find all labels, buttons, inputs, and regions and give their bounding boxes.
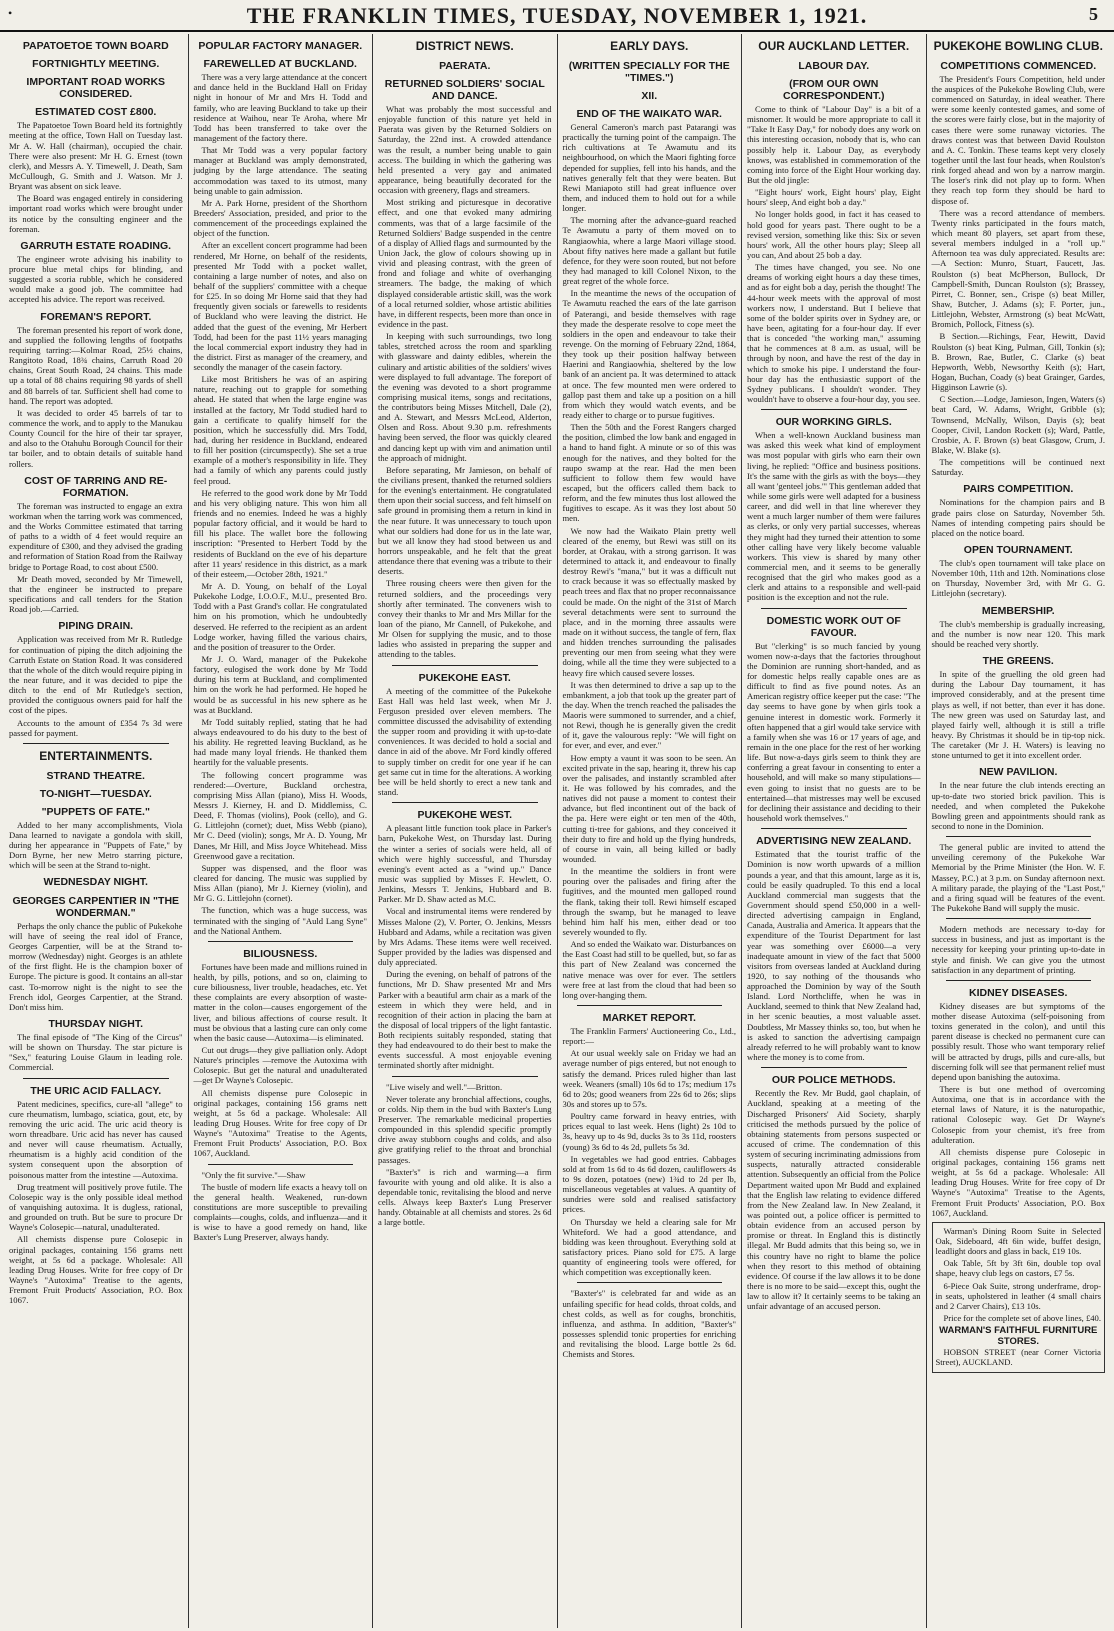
article-paragraph: In spite of the gruelling the old green had during the Labour Day tournament, it has improved considerably, and at the present time plays as well, if not better, than ever it has done. The new green was used on Saturday last, and played fairly well, although it is still a trifle heavy. By Christmas it should be in tip-top nick. The caretaker (Mr J. H. Waters) is leaving no stone unturned to get it into excellent order. [931, 669, 1105, 761]
corner-mark: • [8, 6, 13, 20]
article-paragraph: The club's open tournament will take place on November 10th, 11th and 12th. Nominations close on Thursday, November 3rd, with Mr G. G. Littlejohn (secretary). [931, 558, 1105, 599]
column-divider [208, 1164, 354, 1165]
headline: OUR AUCKLAND LETTER. [758, 39, 910, 53]
ad-line: 6-Piece Oak Suite, strong underframe, drop-in seats, upholstered in leather (4 small chairs and 2 Carver Chairs), £13 10s. [935, 1280, 1101, 1311]
article-paragraph: There was a very large attendance at the concert and dance held in the Buckland Hall on Friday night in honour of Mr and Mrs H. Todd and family, who are leaving Buckland to take up their residence at Waihou, near Te Aroha, where Mr Todd has been transferred to take over the management of the factory there. [193, 72, 367, 143]
article-paragraph: "Baxter's" is rich and warming—a firm favourite with young and old alike. It is also a dependable tonic, revitalising the blood and nerve cells. Always keep Baxter's Lung Preserver handy. Obtainable at all chemists and stores. 2s 6d a large bottle. [378, 1166, 552, 1228]
headline: ADVERTISING NEW ZEALAND. [756, 835, 912, 848]
headline: STRAND THEATRE. [46, 769, 145, 782]
headline: NEW PAVILION. [979, 766, 1058, 779]
headline: FOREMAN'S REPORT. [40, 310, 152, 323]
article-paragraph: The Board was engaged entirely in considering important road works which were brought under its notice by the consulting engineer and the foreman. [9, 193, 183, 234]
article-paragraph: The final episode of "The King of the Circus" will be shown on Thursday. The star picture is "Sex," featuring Louise Glaum in leading role. Commercial. [9, 1032, 183, 1073]
headline: PUKEKOHE WEST. [417, 809, 512, 822]
headline: IMPORTANT ROAD WORKS CONSIDERED. [26, 76, 166, 101]
article-paragraph: The club's membership is gradually increasing, and the number is now near 120. This mark should be reached very shortly. [931, 618, 1105, 649]
ad-line: HOBSON STREET (near Corner Victoria Street), AUCKLAND. [935, 1347, 1101, 1368]
headline: POPULAR FACTORY MANAGER. [198, 40, 363, 52]
article-paragraph: Mr Todd suitably replied, stating that he had always endeavoured to do his duty to the best of his ability. He regretted leaving Buckland, as he had made many loyal friends. He thanked them heartily for the valuable presents. [193, 716, 367, 768]
headline: PAERATA. [439, 59, 491, 72]
article-paragraph: Never tolerate any bronchial affections, coughs, or colds. Nip them in the bud with Baxter's Lung Preserver. The remarkable medicinal properties compounded in this splendid specific promptly drive away stubborn coughs and colds, and also give gratifying relief to the throat and bronchial passages. [378, 1093, 552, 1165]
headline: DOMESTIC WORK OUT OF FAVOUR. [766, 614, 901, 639]
article-paragraph: C Section.—Lodge, Jamieson, Ingen, Waters (s) beat Card, W. Adams, Wright, Gribble (s); Townsend, McNally, Wilson, Dayis (s); beat Cooper, Civil, Landon Rockett (s); Ward, Pattle, Crosbie, A. F. Brown (s) beat Glasgow, Crum, J. Blake, W. Blake (s). [931, 394, 1106, 455]
column-divider [392, 802, 538, 803]
article-paragraph: Vocal and instrumental items were rendered by Misses Malone (2), V. Porter, O. Jenkins, Messrs Hubbard and Adams, while a recitation was given by Mrs Adams. These items were well received. Supper provided by the ladies was dispensed and duly appreciated. [378, 906, 552, 968]
article-paragraph: There is but one method of overcoming Autoxima, one that is in accordance with the eternal laws of Nature, it is the naturopathic, rational Colosepic way. Get Dr Wayne's Colosepic from your chemist, it's free from adulteration. [931, 1084, 1105, 1145]
headline: MEMBERSHIP. [981, 604, 1055, 617]
article-paragraph: Fortunes have been made and millions ruined in health, by pills, potions, and so on, claiming to cure biliousness, liver trouble, headaches, etc. Yet these complaints are every absorption of waste-matter in the colon—causes engorgement of the liver, and bilious affections of course result. It must be obvious that a lasting cure can only come when the basic cause—Autoxima—is eliminated. [193, 961, 367, 1043]
column-divider [577, 1282, 723, 1283]
article-paragraph: Cut out drugs—they give palliation only. Adopt Nature's principles —remove the Autoxima with Colosepic. But get the natural and unadulterated—get Dr Wayne's Colosepic. [193, 1044, 367, 1086]
article-paragraph: We now had the Waikato Plain pretty well cleared of the enemy, but Rewi was still on its border, at Orakau, with a strong garrison. It was determined to attack it, and endeavour to finally destroy Rewi's "mana," but it was a difficult nut to crack because it was so effectually masked by peach trees and flax that no proper reconnaissance could be made. On the night of the 31st of March several detachments were sent to surround the place, and in the morning three assaults were made on it without success, the tangle of fern, flax and hidden trenches surrounding the palisades preventing our men from seeing what they were doing, while all the time they were subjected to a heavy fire which caused severe losses. [562, 525, 736, 678]
article-paragraph: In keeping with such surroundings, two long tables, stretched across the room and sparkling with glassware and dainty edibles, wherein the culinary and artistic abilities of the soldiers' wives were displayed to full advantage. The foreport of the evening was devoted to a short programme comprising musical items, songs and recitations, the contributors being Misses Mitchell, Dale (2), and A. Stewart, and Messrs McLeod, Alderton, Olsen and Ross. About 9.30 p.m. refreshments having been served, the floor was quickly cleared and dancing kept up with vim and animation until the approach of midnight. [378, 331, 552, 463]
article-paragraph: A pleasant little function took place in Parker's barn, Pukekohe West, on Thursday last. During the winter a series of socials were held, all of which were highly successful, and Thursday evening's event acted as a "wind up." Dance music was supplied by Misses F. Hewlett, O. Jenkins, Messrs T. Jenkins, Hubbard and B. Parker. Mr D. Shaw acted as M.C. [378, 823, 552, 905]
headline: WEDNESDAY NIGHT. [43, 876, 148, 889]
article-paragraph: Added to her many accomplishments, Viola Dana learned to navigate a gondola with skill, during her appearance in "Puppets of Fate," by Dorn Byrne, her new Metro starring picture, which will be seen at the Strand to-night. [9, 819, 183, 871]
newspaper-title: THE FRANKLIN TIMES, TUESDAY, NOVEMBER 1, 1921. [246, 3, 868, 28]
article-paragraph: There was a record attendance of members. Twenty rinks participated in the fours match, which meant 80 players, set apart from these, several members indulged in a "roll up." Afternoon tea was duly appreciated. Results are:—A Section: Munro, Stuart, Faucett, Jas. Roulston (s) beat McPherson, Bullock, Dr Campbell-Smith, Duncan Roulston (s); Brassey, Pirret, C. Bonner, sen., Crispe (s) beat Miller, Shaw, Butcher, J. Adams (s); F. Porter, jun., Littlejohn, Webster, Armstrong (s) beat McWatt, Bromich, Pollock, Fitness (s). [931, 207, 1105, 330]
column-divider [761, 1067, 907, 1068]
article-paragraph: The competitions will be continued next Saturday. [931, 457, 1105, 478]
article-paragraph: "Baxter's" is celebrated far and wide as an unfailing specific for head colds, throat colds, and chest colds, as well as for coughs, bronchitis, influenza, and asthma. In addition, "Baxter's" possesses splendid tonic properties for enriching and revitalising the blood. Large bottle 2s 6d. Chemists and Stores. [562, 1288, 736, 1360]
headline: PAIRS COMPETITION. [963, 483, 1074, 496]
headline: XII. [641, 89, 658, 102]
headline: THE GREENS. [982, 655, 1054, 668]
headline: FAREWELLED AT BUCKLAND. [203, 58, 357, 71]
article-paragraph: Patent medicines, specifics, cure-all "allege" to cure rheumatism, lumbago, sciatica, gout, etc, by removing the uric acid. The uric acid theory is worn threadbare. Uric acid has never has caused and never will cause rheumatism. Actually, rheumatism is a highly acid condition of the system consequent upon the absorption of poisonous matter from the intestine —Autoxima. [9, 1098, 183, 1180]
column-divider [946, 918, 1092, 919]
column-5 [742, 34, 927, 1628]
article-paragraph: Then the 50th and the Forest Rangers charged the position, climbed the low bank and engaged in a hand to hand fight. A minute or so of this was enough for the natives, and they bolted for the raupo swamp at the rear. Had the men been sufficient to follow them few would have escaped, but the officers called them back to reform, and the few minutes thus lost allowed the fugitives to escape. As it was they lost about 50 men. [562, 422, 736, 524]
column-divider [761, 828, 907, 829]
column-2 [189, 34, 374, 1628]
article-paragraph: All chemists dispense pure Colosepic in original packages, containing 156 grams nett weight, at 5s 6d a package. Wholesale: All leading Drug Houses. Write for free copy of Dr Wayne's "Autoxima" Treatise to the Agents, Fremont Fruit Products' Association, P.O. Box 1067, Auckland. [931, 1146, 1105, 1218]
column-3 [373, 34, 558, 1628]
article-paragraph: Mr J. O. Ward, manager of the Pukekohe factory, eulogised the work done by Mr Todd during his term at Buckland, and complimented him on the work he had performed. He hoped he would be as successful in his new sphere as he was at Buckland. [193, 654, 367, 715]
article-paragraph: Estimated that the tourist traffic of the Dominion is now worth upwards of a million pounds a year, and that this amount, large as it is, could be easily quadrupled. To this end a local Auckland commercial man suggests that the Government should spend £50,000 in a well-directed advertising campaign in England, Canada, Australia and America. It appears that the expenditure of the Tourist Department for last year was something over £6000—a very inadequate amount in view of the fact that 5000 visitors from overseas landed at Auckland during 1920, to say nothing of the thousands who approached the Dominion by way of the South Island. Lord Northcliffe, when he was in Auckland, seemed to think that New Zealand had, in her scenic beauties, a most valuable asset. Doubtless, Mr Massey thinks so, too, but when he is asked to sanction the advertising campaign already referred to he will probably want to know where the money is to come from. [747, 849, 921, 1063]
masthead [0, 0, 1114, 32]
article-paragraph: In the near future the club intends erecting an up-to-date two storied brick pavilion. This is needed, and when completed the Pukekohe Bowling green and appointments should rank as second to none in the Dominion. [931, 780, 1105, 832]
article-paragraph: It was decided to order 45 barrels of tar to commence the work, and to apply to the Manukau County Council for the hire of their tar sprayer, and also to the Otahuhu Borough Council for their tar boiler, and to obtain details of suitable hand rollers. [9, 407, 183, 469]
article-paragraph: How empty a vaunt it was soon to be seen. An excited private in the sap, hearing it, threw his cap over the palisades, and instantly scrambled after it. He was followed by his comrades, and the natives did not pause a moment to contest their advance, but fled incontinent out of the back of the pa. Here were eight or ten men of the 40th, cutting ti-tree for gabions, and they conceived it their duty to fire and hold up the flying hundreds, of course in vain, all being killed or badly wounded. [562, 752, 736, 865]
column-divider [208, 941, 354, 942]
article-paragraph: That Mr Todd was a very popular factory manager at Buckland was amply demonstrated, judging by the large attendance. The seating accommodation was taxed to its utmost, many being unable to gain admission. [193, 145, 367, 196]
column-1 [4, 34, 189, 1628]
article-paragraph: Three rousing cheers were then given for the returned soldiers, and the proceedings very shortly after terminated. The conveners wish to convey their thanks to Mr and Mrs Millar for the loan of the piano, Mr Cannell, of Pukekohe, and Mr Olsen for supplying the music, and to those ladies who assisted in preparing the supper and attending to the tables. [378, 578, 552, 660]
column-divider [761, 608, 907, 609]
headline: TO-NIGHT—TUESDAY. [39, 787, 152, 800]
article-paragraph: Modern methods are necessary to-day for success in business, and just as important is the necessity for keeping your printing up-to-date in style and finish. We can give you the utmost satisfaction in any department of printing. [931, 924, 1105, 975]
headline: BILIOUSNESS. [243, 947, 318, 960]
article-paragraph: The President's Fours Competition, held under the auspices of the Pukekohe Bowling Club, were commenced on Saturday, in ideal weather. There were some keenly contested games, and some of the scores were fairly close, but in the majority of cases there were some runaway victories. The draws contest was that between David Roulston and A. C. Tonkin. These teams kept very closely together until the last four heads, when Roulston's rink forged ahead and won by a narrow margin. The loser's rink did not play up to form. When they reach top form they should be hard to dispose of. [931, 73, 1105, 206]
headline: MARKET REPORT. [602, 1012, 696, 1024]
headline: (FROM OUR OWN CORRESPONDENT.) [782, 77, 885, 102]
article-paragraph: Before separating, Mr Jamieson, on behalf of the civilians present, thanked the returned soldiers for the evening's entertainment. He congratulated them upon their social success, and felt himself on safe ground in promising them a return in kind in the near future. It was unnecessary to touch upon what our soldiers had done for us in the late war, but we all know they had stood between us and horrors unspeakable, and he felt that the great attendance there that evening was a tribute to their deserts. [378, 464, 552, 577]
article-paragraph: Like most Britishers he was of an aspiring nature, reaching out to grapple for something ahead. He stated that when the large engine was installed at the factory, Mr Todd studied hard to gain a certificate to qualify himself for the position, which he successfully did. Mrs Todd, had, during her residence in Buckland, endeared to fill her position (circumspectly). She set a true example of a mother's responsibility in life. They had a family of which any parents could justly feel proud. [193, 374, 367, 486]
article-paragraph: In the meantime the soldiers in front were pouring over the palisades and firing after the fugitives, and the mounted men galloped round the flank, taking their toll. Rewi himself escaped through the swamp, but he managed to leave behind him half his men, either dead or too severely wounded to fly. [562, 866, 736, 938]
article-paragraph: Mr A. Park Horne, president of the Shorthorn Breeders' Association, presided, and prior to the commencement of the proceedings explained the object of the function. [193, 197, 367, 239]
column-divider [23, 1078, 169, 1079]
headline: THURSDAY NIGHT. [48, 1017, 143, 1030]
headline: PUKEKOHE EAST. [418, 671, 511, 684]
headline: LABOUR DAY. [798, 59, 870, 72]
article-paragraph: The general public are invited to attend the unveiling ceremony of the Pukekohe War Memorial by the Prime Minister (the Hon. W. F. Massey, P.C.) at 3 p.m. on Sunday afternoon next. A military parade, the playing of the "Last Post," and a firing squad will be features of the event. The Pukekohe Band will supply the music. [931, 842, 1105, 914]
article-paragraph: Application was received from Mr R. Rutledge for continuation of piping the ditch adjoining the Carruth Estate on Station Road. It was considered that the whole of the ditch would require piping in the near future, and it was decided to pipe the ditch to the end of Mr Rutledge's section, provided the contiguous owners paid for half the cost of the pipes. [9, 634, 183, 716]
headline: "PUPPETS OF FATE." [41, 805, 150, 818]
article-paragraph: On Thursday we held a clearing sale for Mr Whiteford. We had a good attendance, and bidding was keen throughout. Everything sold at satisfactory prices. Piano sold for £75. A large quantity of engineering tools were offered, for which competition was exceptionally keen. [562, 1216, 736, 1278]
article-paragraph: Come to think of "Labour Day" is a bit of a misnomer. It would be more appropriate to call it "Take It Easy Day," for nobody does any work on this interesting occasion, nobody that is, who can possibly help it. Labour Day, as everybody knows, was established in commemoration of the coming into force of the Eight Hour working day. But the old jingle: [747, 103, 921, 185]
article-paragraph: Mr Death moved, seconded by Mr Timewell, that the engineer be instructed to prepare specifications and call tenders for the Station Road job.—Carried. [9, 573, 183, 615]
article-paragraph: Supper was dispensed, and the floor was cleared for dancing. The music was supplied by Miss Allan (piano), Mr J. Kierney (violin), and Mr G. G. Littlejohn (cornet). [193, 862, 367, 904]
headline: FORTNIGHTLY MEETING. [32, 58, 160, 71]
headline: PAPATOETOE TOWN BOARD [22, 40, 169, 52]
article-paragraph: In vegetables we had good entries. Cabbages sold at from 1s 6d to 4s 6d dozen, cauliflowers 4s to 9s dozen, potatoes (new) 1¾d to 2d per lb, miscellaneous vegetables at values. A quantity of sundries were sold and realised satisfactory prices. [562, 1153, 736, 1215]
article-paragraph: All chemists dispense pure Colosepic in original packages, containing 156 grams nett weight, at 5s 6d a package. Wholesale: All leading Drug Houses. Write for free copy of Dr Wayne's "Autoxima" Treatise to the Agents, Fremont Fruit Products' Association, P.O. Box 1067, Auckland. [193, 1087, 367, 1159]
column-divider [946, 980, 1092, 981]
column-divider [392, 665, 538, 666]
headline: ESTIMATED COST £800. [35, 106, 157, 119]
article-paragraph: And so ended the Waikato war. Disturbances on the East Coast had still to be quelled, but, so far as this part of New Zealand was concerned the native menace was over for ever. The settlers were free at last from the cloud that had been so long over-hanging them. [562, 939, 737, 1000]
article-paragraph: "Live wisely and well."—Britton. [386, 1081, 503, 1092]
article-paragraph: Drug treatment will positively prove futile. The Colosepic way is the only possible ideal method of vanquishing autoxima. It is dugless, rational, and grounded on truth. But be sure to procure Dr Wayne's Colosepic—natural, unadulterated. [9, 1181, 183, 1233]
article-paragraph: Mr A. D. Young, on behalf of the Loyal Pukekohe Lodge, I.O.O.F., M.U., presented Bro. Todd with a Past Grand's collar. He congratulated him on his promotion, which he undoubtedly deserved. He referred to the recipient as an ardent Lodge worker, having filled the various chairs, and the position of treasurer to the Order. [193, 581, 367, 652]
article-paragraph: What was probably the most successful and enjoyable function of this nature yet held in Paerata was given by the Returned Soldiers on Saturday, the 22nd inst. A crowded attendance was the result, a number being unable to gain access. The building in which the gathering was held presented a very gay and animated appearance, being beautifully decorated for the occasion with greenery, flags and streamers. [378, 103, 552, 196]
headline: EARLY DAYS. [610, 39, 689, 53]
article-paragraph: Kidney diseases are but symptoms of the mother disease Autoxima (self-poisoning from toxins generated in the colon), and until this parent disease is checked no permanent cure can possibly result. Those who want temporary relief will be attracted by drugs, pills and cure-alls, but discerning folk will see that permanent relief must depend upon banishing the autoxima. [931, 1000, 1105, 1082]
advertisement [932, 1222, 1106, 1374]
headline: GEORGES CARPENTIER IN "THE WONDERMAN." [12, 894, 180, 919]
headline: COMPETITIONS COMMENCED. [940, 59, 1097, 72]
ad-line: Warman's Dining Room Suite in Selected Oak, Sideboard, 4ft 6in wide, buffet design, leadlight doors and glass in back, £19 10s. [935, 1225, 1101, 1257]
article-paragraph: Nominations for the champion pairs and B grade pairs close on Saturday, November 5th. Names of intending competing pairs should be placed on the notice board. [931, 497, 1105, 538]
headline: COST OF TARRING AND RE-FORMATION. [24, 474, 168, 499]
headline: KIDNEY DISEASES. [969, 986, 1068, 999]
headline: OPEN TOURNAMENT. [963, 543, 1073, 556]
article-paragraph: Most striking and picturesque in decorative effect, and one that evoked many admiring comments, was that of a large facsimile of the Returned Soldiers' Badge suspended in the centre of a display of Allied flags and surmounted by the Union Jack, the glow of colours showing up in vivid and pleasing contrast, with the green of frond and foliage and white of overhanging streamers. The badge, the making of which displayed considerable artistic skill, was the work of a local returned soldier, whose artistic abilities have, in different respects, been more than once in evidence in the past. [378, 197, 552, 329]
article-paragraph: The times have changed, you see. No one dreams of working eight hours a day these times, and as for eight bob a day, perish the thought! The 44-hour week meets with the approval of most workers now, I understand. But I believe that some of the bolder spirits over in Sydney are, or have been, agitating for a four-hour day. If ever that is conceded "the working man," assuming that he commences at 8 a.m. as usual, will be through by noon, and have the rest of the day in which to smoke his pipe. I understand the four-hour day has the enthusiastic support of the Sydney publicans. I shouldn't wonder. They wouldn't have to observe a four-hour day, you see. [747, 262, 921, 404]
column-6 [927, 34, 1111, 1628]
article-paragraph: A meeting of the committee of the Pukekohe East Hall was held last week, when Mr J. Ferguson presided over eleven members. The committee discussed the advisability of extending the supper room and providing it with up-to-date conveniences. It was decided to hold a social and dance in aid of the above. Mr Ford kindly offered to supply timber on credit for one year if he can get same cut in time for the alterations. A working bee will be held shortly to erect a new tank and stand. [378, 685, 552, 798]
ad-heading: WARMAN'S FAITHFUL FURNITURE STORES. [939, 1325, 1098, 1348]
article-paragraph: The function, which was a huge success, was terminated with the singing of "Auld Lang Syne" and the National Anthem. [193, 905, 367, 936]
ad-line: Price for the complete set of above lines, £40. [943, 1313, 1102, 1323]
article-paragraph: Perhaps the only chance the public of Pukekohe will have of seeing the real idol of France, Georges Carpentier, will be at the Strand to-morrow (Wednesday) night. Georges is an athlete of the first flight. He is the champion boxer of Europe. The picture is good. It contains an all-star cast. To-morrow night is the night to see the French idol, Georges Carpentier, at the Strand. Don't miss him. [9, 920, 183, 1012]
headline: END OF THE WAIKATO WAR. [576, 107, 722, 120]
article-paragraph: It was then determined to drive a sap up to the embankment, a job that took up the greater part of the day. When the trench reached the palisades the Maoris were summoned to surrender, and a chief, not Rewi, though he is generally given the credit of it, gave the valourous reply: "We will fight on for ever, and ever, and ever." [562, 679, 736, 751]
column-divider [577, 1005, 723, 1006]
article-paragraph: B Section.—Richings, Fear, Hewitt, David Roulston (s) beat King, Pulman, Gill, Tonkin (s); B. Brown, Rae, Butler, C. Clarke (s) beat Hepworth, Webb, Newsorthy Keith (s); Hart, Hogan, Buchan, Coady (s) beat Grainger, Gardes, Higginson Lawrie (s). [931, 331, 1105, 393]
article-paragraph: The Franklin Farmers' Auctioneering Co., Ltd., report:— [562, 1026, 736, 1047]
article-paragraph: In the meantime the news of the occupation of Te Awamutu reached the ears of the late garrison of Paterangi, and beside themselves with rage they made the desperate resolve to cope meet the soldiers in the open and endeavour to take their revenge. On the morning of February 22nd, 1864, they took up their position halfway between Haerini and Rangiaowhia, sheltered by the low bank of an ancient pa. It was determined to attack at once. The few mounted men were ordered to gallop past them and take up a position on a hill from which they would watch events, and be ready either to charge or to pursue fugitives. [562, 288, 736, 420]
article-paragraph: The foreman was instructed to engage an extra workman when the tarring work was commenced, and the Works Committee estimated that tarring of paths to a width of 4 feet would require an expenditure of £300, and they advised the grading and reformation of Station Road from the Railway bridge to Portage Road, to cost about £500. [9, 500, 183, 572]
article-paragraph: "Only the fit survive."—Shaw [201, 1169, 306, 1180]
article-paragraph: At our usual weekly sale on Friday we had an average number of pigs entered, but not enough to satisfy the demand. Prices ruled higher than last week. Weaners (small) 10s 6d to 17s; medium 17s 6d to 20s; good weaners from 22s 6d to 26s; slips 30s and stores up to 57s. [562, 1048, 736, 1110]
headline: OUR POLICE METHODS. [771, 1074, 896, 1087]
page-number: 5 [1089, 4, 1098, 24]
headline: GARRUTH ESTATE ROADING. [20, 239, 172, 252]
column-divider [392, 1076, 538, 1077]
article-paragraph: Poultry came forward in heavy entries, with prices equal to last week. Hens (light) 2s 10d to 3s, heavy up to 4s 9d, ducks 3s to 3s 11d, roosters (young) 3s 6d to 4s 2d, pullets 5s 3d. [562, 1111, 736, 1152]
headline: THE URIC ACID FALLACY. [30, 1084, 162, 1097]
column-divider [946, 836, 1092, 837]
article-paragraph: "Eight hours' work, Eight hours' play, Eight hours' sleep, And eight bob a day." [747, 187, 921, 208]
columns [4, 34, 1110, 1628]
article-paragraph: After an excellent concert programme had been rendered, Mr Horne, on behalf of the residents, presented Mr Todd with a pocket wallet, containing a large number of notes, and also on behalf of the suppliers' committee with a cheque for £25. In so doing Mr Horne said that they had frequently given socials or farewells to residents of Buckland who were leaving the district. He added that the guest of the evening, Mr Herbert Todd, had been for the past 11½ years managing the local commercial export industry they had in the district. First as manager of the creamery, and secondly the manager of the casein factory. [193, 240, 367, 373]
article-paragraph: But "clerking" is so much fancied by young women now-a-days that the factories throughout the Dominion are running short-handed, and as for domestic helps really capable ones are as difficult to find as five pound notes. As an American registry office keeper put the case: "The day seems to have gone by when girls took a genuine interest in domestic work. Formerly it often happened that a girl would take service with a family when she was 16 or 17 years of age, and remain in the one place for the rest of her working life. But now-a-days girls seem to think they are conferring a great favour in consenting to enter a household, and will make so many stipulations—even going to insist that no guests are to be entertained—that mistresses may well be excused for declining their assistance and deciding to their household work themselves." [747, 640, 921, 824]
article-paragraph: All chemists dispense pure Colosepic in original packages, containing 156 grams nett weight, at 5s 6d a package. Wholesale: All leading Drug Houses. Write for free copy of Dr Wayne's "Autoxima" Treatise to the agents, Fremont Fruit Products' Association, P.O. Box 1067. [9, 1234, 183, 1306]
headline: (WRITTEN SPECIALLY FOR THE "TIMES.") [568, 59, 730, 84]
headline: DISTRICT NEWS. [415, 39, 514, 53]
article-paragraph: The Papatoetoe Town Board held its fortnightly meeting at the office, Town Hall on Tuesday last. Mr A. W. Hall (chairman), occupied the chair. There were also present: Mr H. G. Ernest (town clerk), and Messrs A. Y. Timewell, J. Death, Sam McCullough, G. Smith and J. Watson. Mr J. Bryant was absent on sick leave. [9, 120, 183, 192]
headline: PUKEKOHE BOWLING CLUB. [933, 39, 1103, 53]
headline: RETURNED SOLDIERS' SOCIAL AND DANCE. [384, 77, 545, 102]
column-divider [23, 743, 169, 744]
article-paragraph: He referred to the good work done by Mr Todd and his very obliging nature. This won him all friends and no enemies. Indeed he was a highly popular factory official, and it would be hard to fill his place. The wallet bore the following inscription: "Presented to Herbert Todd by the residents of Buckland on the eve of his departure after 11 years' residence in this district, as a mark of their esteem,—October 28th, 1921." [193, 487, 367, 579]
column-divider [761, 409, 907, 410]
article-paragraph: The following concert programme was rendered:—Overture, Buckland orchestra, comprising Miss Allan (piano), Miss H. Woods, Messrs J. Kierney, H. and D. Middlemiss, C. Deed, F. Thomas (violins), Pook (cello), and G. G. Littlejohn (cornet); duet, Miss Webb (piano), Mr C. Deed (violin); songs, Mr A. D. Young, Mr Danes, Mr Hill, and Miss Joyce Whitehead. Miss Greenwood gave a recitation. [193, 769, 367, 861]
article-paragraph: The foreman presented his report of work done, and supplied the following lengths of footpaths requiring tarring:—Kolmar Road, 25½ chains, Rangitoto Road, 18¾ chains, Carruth Road 20 chains, Great South Road, 24 chains. This made up a total of 88 chains requiring 98 yards of shell and 88 barrels of tar. Sufficient shell had come to hand. The report was adopted. [9, 324, 183, 406]
article-paragraph: General Cameron's march past Patarangi was practically the turning point of the campaign. The rich cultivations at Te Awamutu and its neighbourhood, on which the Maori fighting force depended for supplies, fell into his hands, and the natives generally felt that they were beaten. But Rewi Maniapoto still had great influence over them, and induced them to hold out for a while longer. [562, 122, 736, 214]
article-paragraph: The morning after the advance-guard reached Te Awamutu a party of them moved on to Rangiaowhia, where a large Maori village stood. About fifty natives here made a gallant but futile defence, for they were soon routed, but not before they had managed to kill Colonel Nixon, to the great regret of the whole force. [562, 215, 736, 287]
headline: OUR WORKING GIRLS. [775, 416, 892, 429]
article-paragraph: When a well-known Auckland business man was asked this week what kind of employment was most popular with girls who earn their own living, he replied: "Office and business positions. It's the same with the girls as with the boys—they all want 'genteel jobs.'" This gentleman added that while some girls were well adapted for a business career, and did well in that line wherever they went a much larger number of them were failures as clerks, or only very partial successes, whereas they might had they turned their attention to some other calling have very likely become valuable workers. This view is shared by many other commercial men, and it seems to be generally recognised that the girl who makes good as a clerk and attains to a responsible and well-paid position is the exception and not the rule. [747, 430, 921, 603]
article-paragraph: The engineer wrote advising his inability to procure blue metal chips for blinding, and suggested a scoria rubble, which he considered would make a good job. The committee had accepted his advice. The report was received. [9, 253, 183, 305]
article-paragraph: During the evening, on behalf of patrons of the functions, Mr D. Shaw presented Mr and Mrs Parker with a beautiful arm chair as a mark of the esteem in which they were held, and in recognition of their action in placing the barn at the disposal of local trippers of the light fantastic. Both recipients suitably responded, stating that they had endeavoured to do their best to make the events successful. A most enjoyable evening terminated shortly after midnight. [378, 969, 552, 1071]
ad-line: Oak Table, 5ft by 3ft 6in, double top oval shape, heavy club legs on castors, £7 5s. [935, 1258, 1101, 1279]
article-paragraph: The bustle of modern life exacts a heavy toll on the general health. Weakened, run-down constitutions are more susceptible to prevailing complaints—coughs, colds, and influenza—and it is wise to have a good remedy on hand, like Baxter's Lung Preserver, always handy. [193, 1181, 367, 1243]
article-paragraph: Accounts to the amount of £354 7s 3d were passed for payment. [9, 717, 183, 738]
headline: ENTERTAINMENTS. [39, 748, 153, 763]
column-4 [558, 34, 743, 1628]
headline: PIPING DRAIN. [58, 620, 134, 633]
article-paragraph: No longer holds good, in fact it has ceased to hold good for years past. There ought to be a revised version, something like this: Six or seven hours' work, All the other hours play; Sleep all you can, And about 25 bob a day. [747, 209, 921, 260]
article-paragraph: Recently the Rev. Mr Budd, gaol chaplain, of Auckland, speaking at a meeting of the Discharged Prisoners' Aid Society, sharply criticised the methods pursued by the police of obtaining statements from persons suspected or accused of crime. The condemnation of this system of securing incriminating admissions from suspects, naturally attracted considerable attention. Subsequently an official from the Police Department waited upon Mr Budd and explained that the English law relating to evidence differed from the New Zealand law. In New Zealand, it was pointed out, a police officer is permitted to obtain evidence from an accused person by promise or threat. In England this is distinctly illegal. Mr Budd admits that this being so, we in this country have no right to blame the police when they resort to this method of obtaining evidence. Of course if the law allows it to be done there is no more to be said—except this, ought the law to allow it? It certainly seems to be taking an unfair advantage of an accused person. [747, 1088, 921, 1312]
